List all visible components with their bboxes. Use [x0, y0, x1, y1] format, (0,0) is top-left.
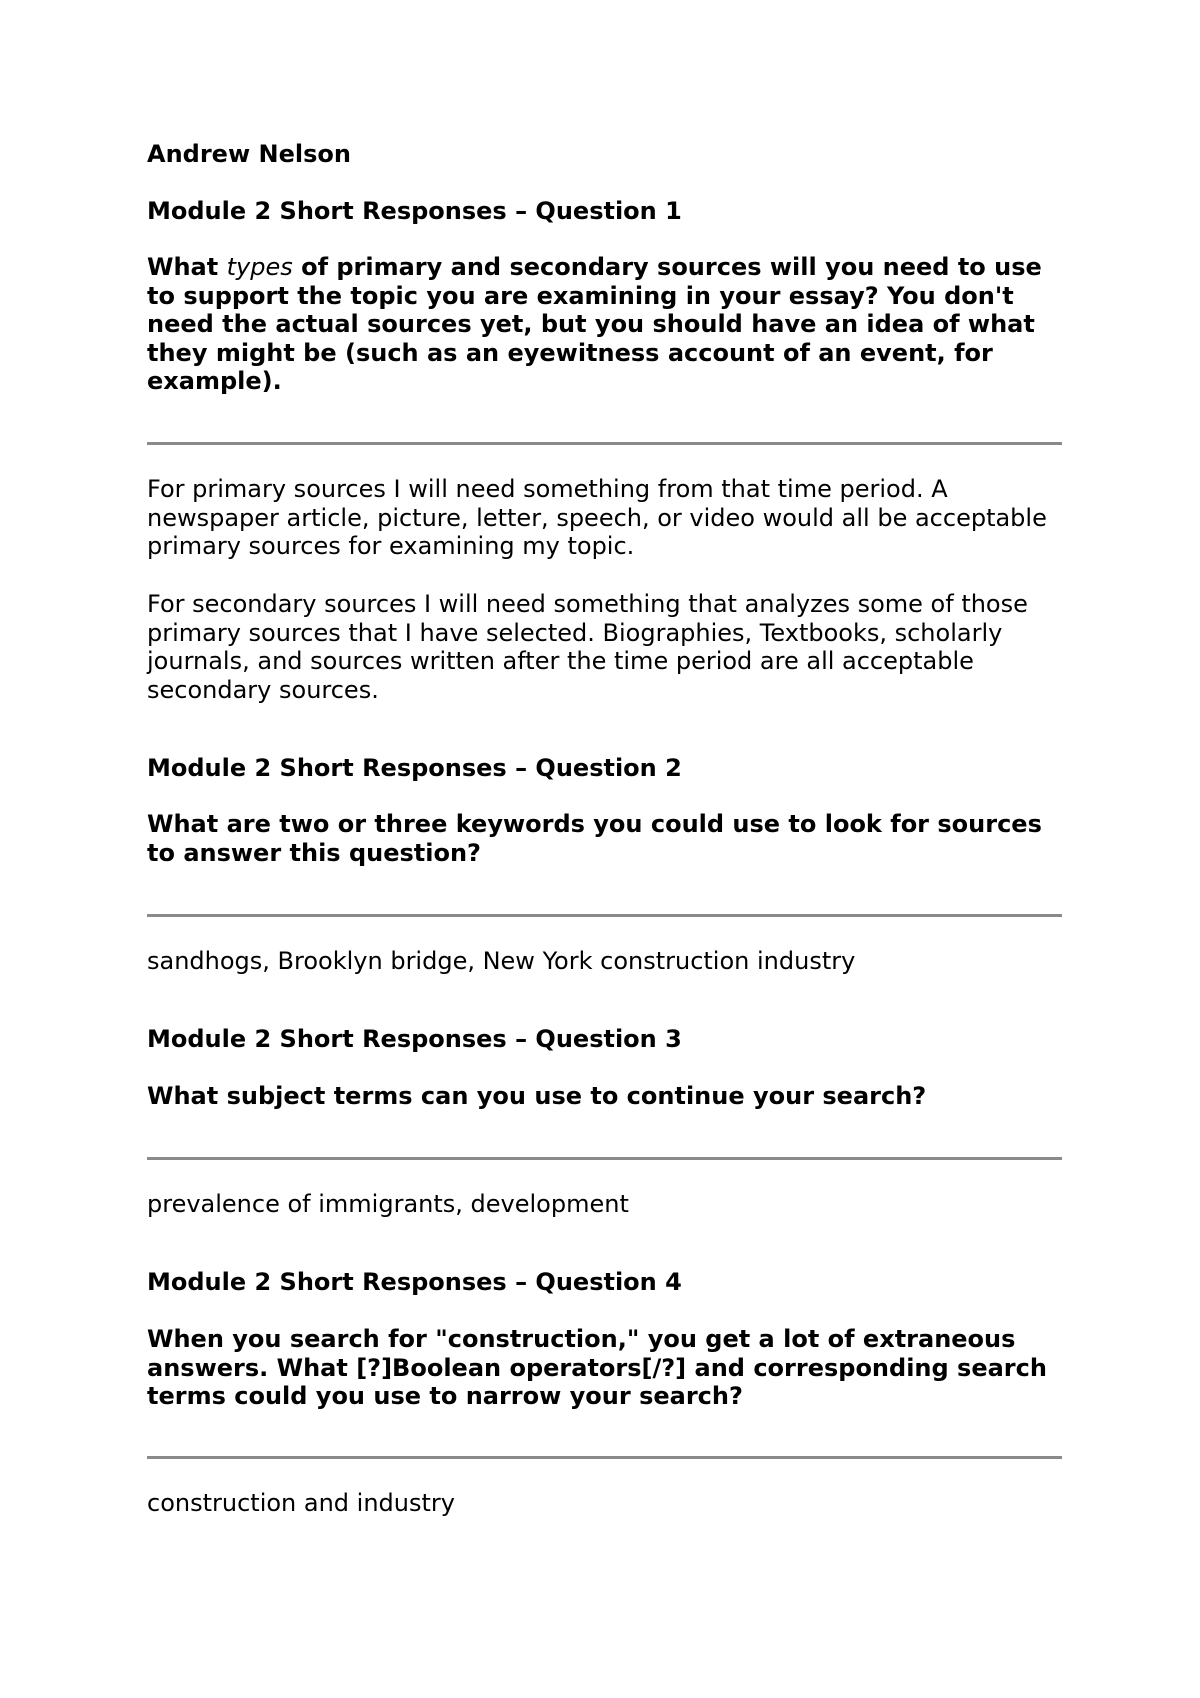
- question-1-prompt: [147, 253, 1062, 396]
- question-1-prompt-rest: of primary and secondary sources will you need to use to support the topic you are examining in your essay? You don't need the actual sources yet, but you should have an idea of what they might be (such as an eyewitness account of an event, for example).: [147, 253, 1042, 395]
- question-4-answer: construction and industry: [147, 1489, 455, 1517]
- question-2-heading: Module 2 Short Responses – Question 2: [147, 754, 682, 782]
- question-1-answer-paragraph-2: For secondary sources I will need something that analyzes some of those primary sources that I have selected. Biographies, Textbooks, scholarly journals, and sources written after the time period are all acceptable secondary sources.: [147, 590, 1028, 704]
- question-3-heading: Module 2 Short Responses – Question 3: [147, 1025, 682, 1053]
- author-name: Andrew Nelson: [147, 140, 351, 168]
- question-2-prompt: What are two or three keywords you could use to look for sources to answer this question?: [147, 810, 1042, 867]
- question-1-prompt-start: What: [147, 253, 227, 281]
- question-4-heading: Module 2 Short Responses – Question 4: [147, 1268, 682, 1296]
- question-3-answer: prevalence of immigrants, development: [147, 1190, 629, 1218]
- question-3-prompt: What subject terms can you use to continue your search?: [147, 1082, 927, 1110]
- question-2-answer: sandhogs, Brooklyn bridge, New York construction industry: [147, 947, 856, 975]
- answer-divider-3: [147, 1157, 1062, 1160]
- question-1-prompt-italic: types: [226, 253, 293, 281]
- answer-divider-2: [147, 914, 1062, 917]
- answer-divider-4: [147, 1456, 1062, 1459]
- question-4-prompt: When you search for "construction," you get a lot of extraneous answers. What [?]Boolean operators[/?] and corresponding search terms could you use to narrow your search?: [147, 1325, 1047, 1410]
- question-1-answer-paragraph-1: For primary sources I will need something from that time period. A newspaper article, picture, letter, speech, or video would all be acceptable primary sources for examining my topic.: [147, 475, 1047, 560]
- question-1-heading: Module 2 Short Responses – Question 1: [147, 197, 682, 225]
- answer-divider-1: [147, 442, 1062, 445]
